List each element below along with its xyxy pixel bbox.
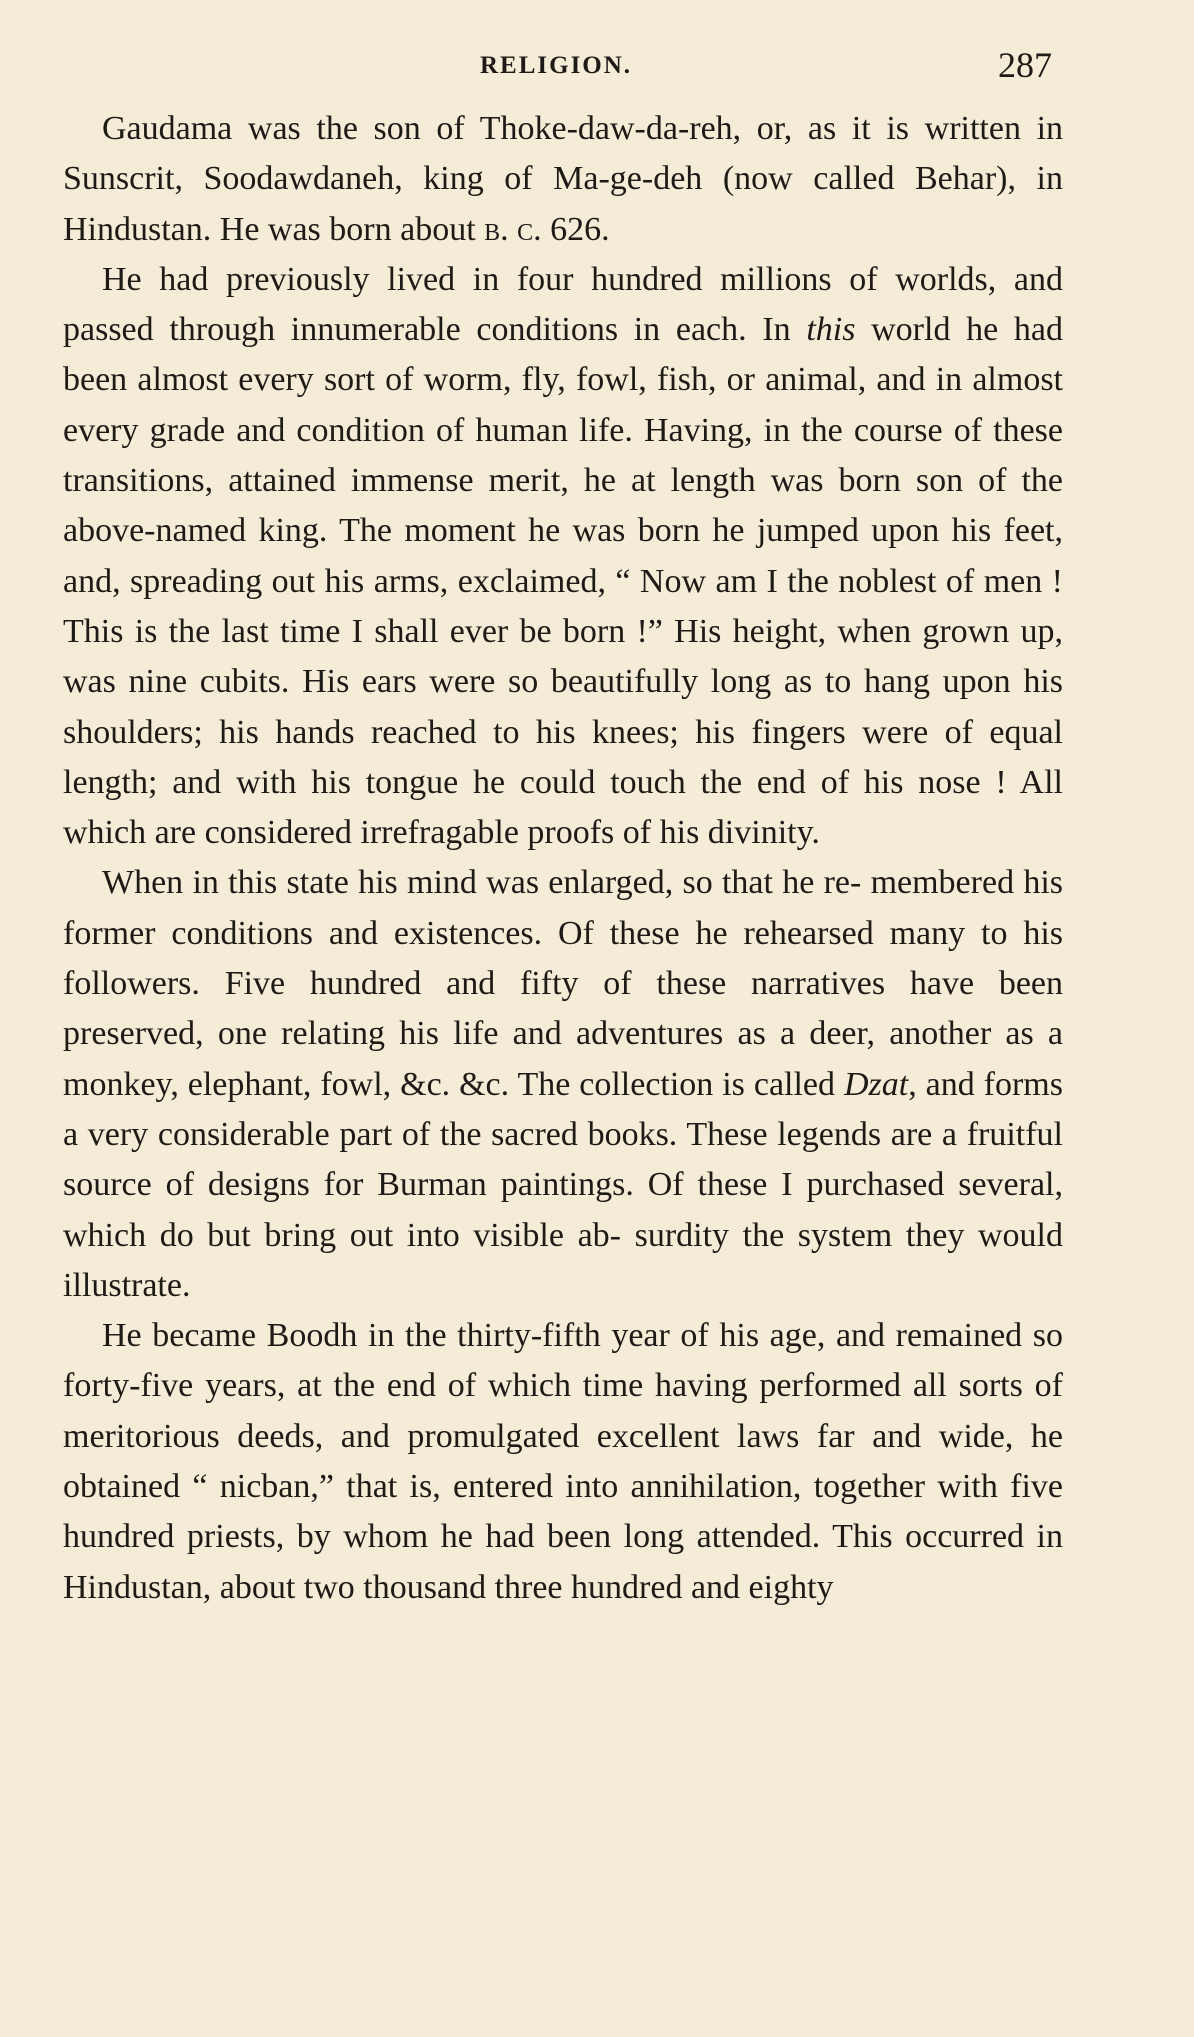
text-line: rehearsed many to his followers. Five hundred and fifty of [63, 914, 1064, 1003]
text-line: entered into annihilation, together with five hundred priests, [63, 1468, 1063, 1556]
text-line: fruitful source of designs for Burman paintings. Of these I [63, 1115, 1063, 1204]
text-line: called Behar), in Hindustan. He was born about b. c. 626. [63, 160, 1063, 248]
text-line: purchased several, which do but bring out into visible ab- [63, 1166, 1064, 1254]
text-line: He had previously lived in four hundred millions of [102, 260, 878, 298]
text-line: his divinity. [659, 814, 820, 852]
text-line: be born !” His height, when grown up, was nine cubits. [63, 612, 1063, 701]
text-line: these narratives have been preserved, one relating his life and [63, 965, 1064, 1053]
text-line: Hindustan, about two thousand three hundred and eighty [63, 1568, 834, 1606]
text-line: am I the noblest of men ! This is the last time I shall ever [63, 562, 1063, 650]
text-line: above-named king. The moment he was born he jumped [63, 512, 859, 550]
text-line: His ears were so beautifully long as to hang upon his [302, 663, 1063, 701]
text-line: shoulders; his hands reached to his knees; his fingers were [63, 713, 929, 751]
text-line: membered his former conditions and existences. Of these he [63, 864, 1064, 952]
page-header [0, 40, 1194, 110]
text-line: remained so forty-five years, at the end of which time having [63, 1317, 1064, 1405]
text-line: He became Boodh in the thirty-fifth year of his age, and [102, 1317, 886, 1355]
text-line: considerable part of the sacred books. These legends are a [157, 1115, 958, 1153]
text-line: of equal length; and with his tongue he could touch the end [63, 713, 1063, 801]
page-number: 287 [998, 45, 1052, 85]
text-line: excellent laws far and wide, he obtained “ nicban,” that is, [63, 1417, 1063, 1506]
body-text [63, 104, 1063, 1613]
text-line: by whom he had been long attended. This occurred in [296, 1518, 1064, 1556]
text-line: When in this state his mind was enlarged, so that he re- [102, 864, 862, 902]
text-line: of human life. Having, in the course of these transitions, [63, 411, 1063, 500]
text-line: upon his feet, and, spreading out his arms, exclaimed, “ Now [63, 512, 1063, 600]
text-line: attained immense merit, he at length was born son of the [228, 462, 1064, 500]
text-line: worlds, and passed through innumerable conditions in each. [63, 260, 1064, 349]
text-line: adventures as a deer, another as a monkey, elephant, fowl, [63, 1015, 1064, 1103]
paragraph-previous-lives [63, 255, 1063, 859]
paragraph-becoming-boodh [63, 1311, 1063, 1613]
text-line: Gaudama was the son of Thoke-daw-da-reh, or, as it is [102, 110, 910, 147]
text-line: written in Sunscrit, Soodawdaneh, king of Ma-ge-deh (now [63, 110, 1064, 198]
text-line: surdity the system they would illustrate. [63, 1216, 1063, 1304]
paragraph-dzat-narratives [63, 858, 1063, 1311]
text-line: fowl, fish, or animal, and in almost every grade and condition [63, 361, 1063, 449]
text-line: of his nose ! All which are considered irrefragable proofs of [63, 763, 1064, 852]
paragraph-gaudama-parentage [63, 104, 1063, 255]
running-head: RELIGION. [480, 52, 633, 79]
text-line: &c. &c. The collection is called Dzat, and forms a very [63, 1065, 1063, 1153]
text-line: performed all sorts of meritorious deeds, and promulgated [63, 1367, 1064, 1455]
text-line: In this world he had been almost every sort of worm, fly, [63, 311, 1063, 399]
